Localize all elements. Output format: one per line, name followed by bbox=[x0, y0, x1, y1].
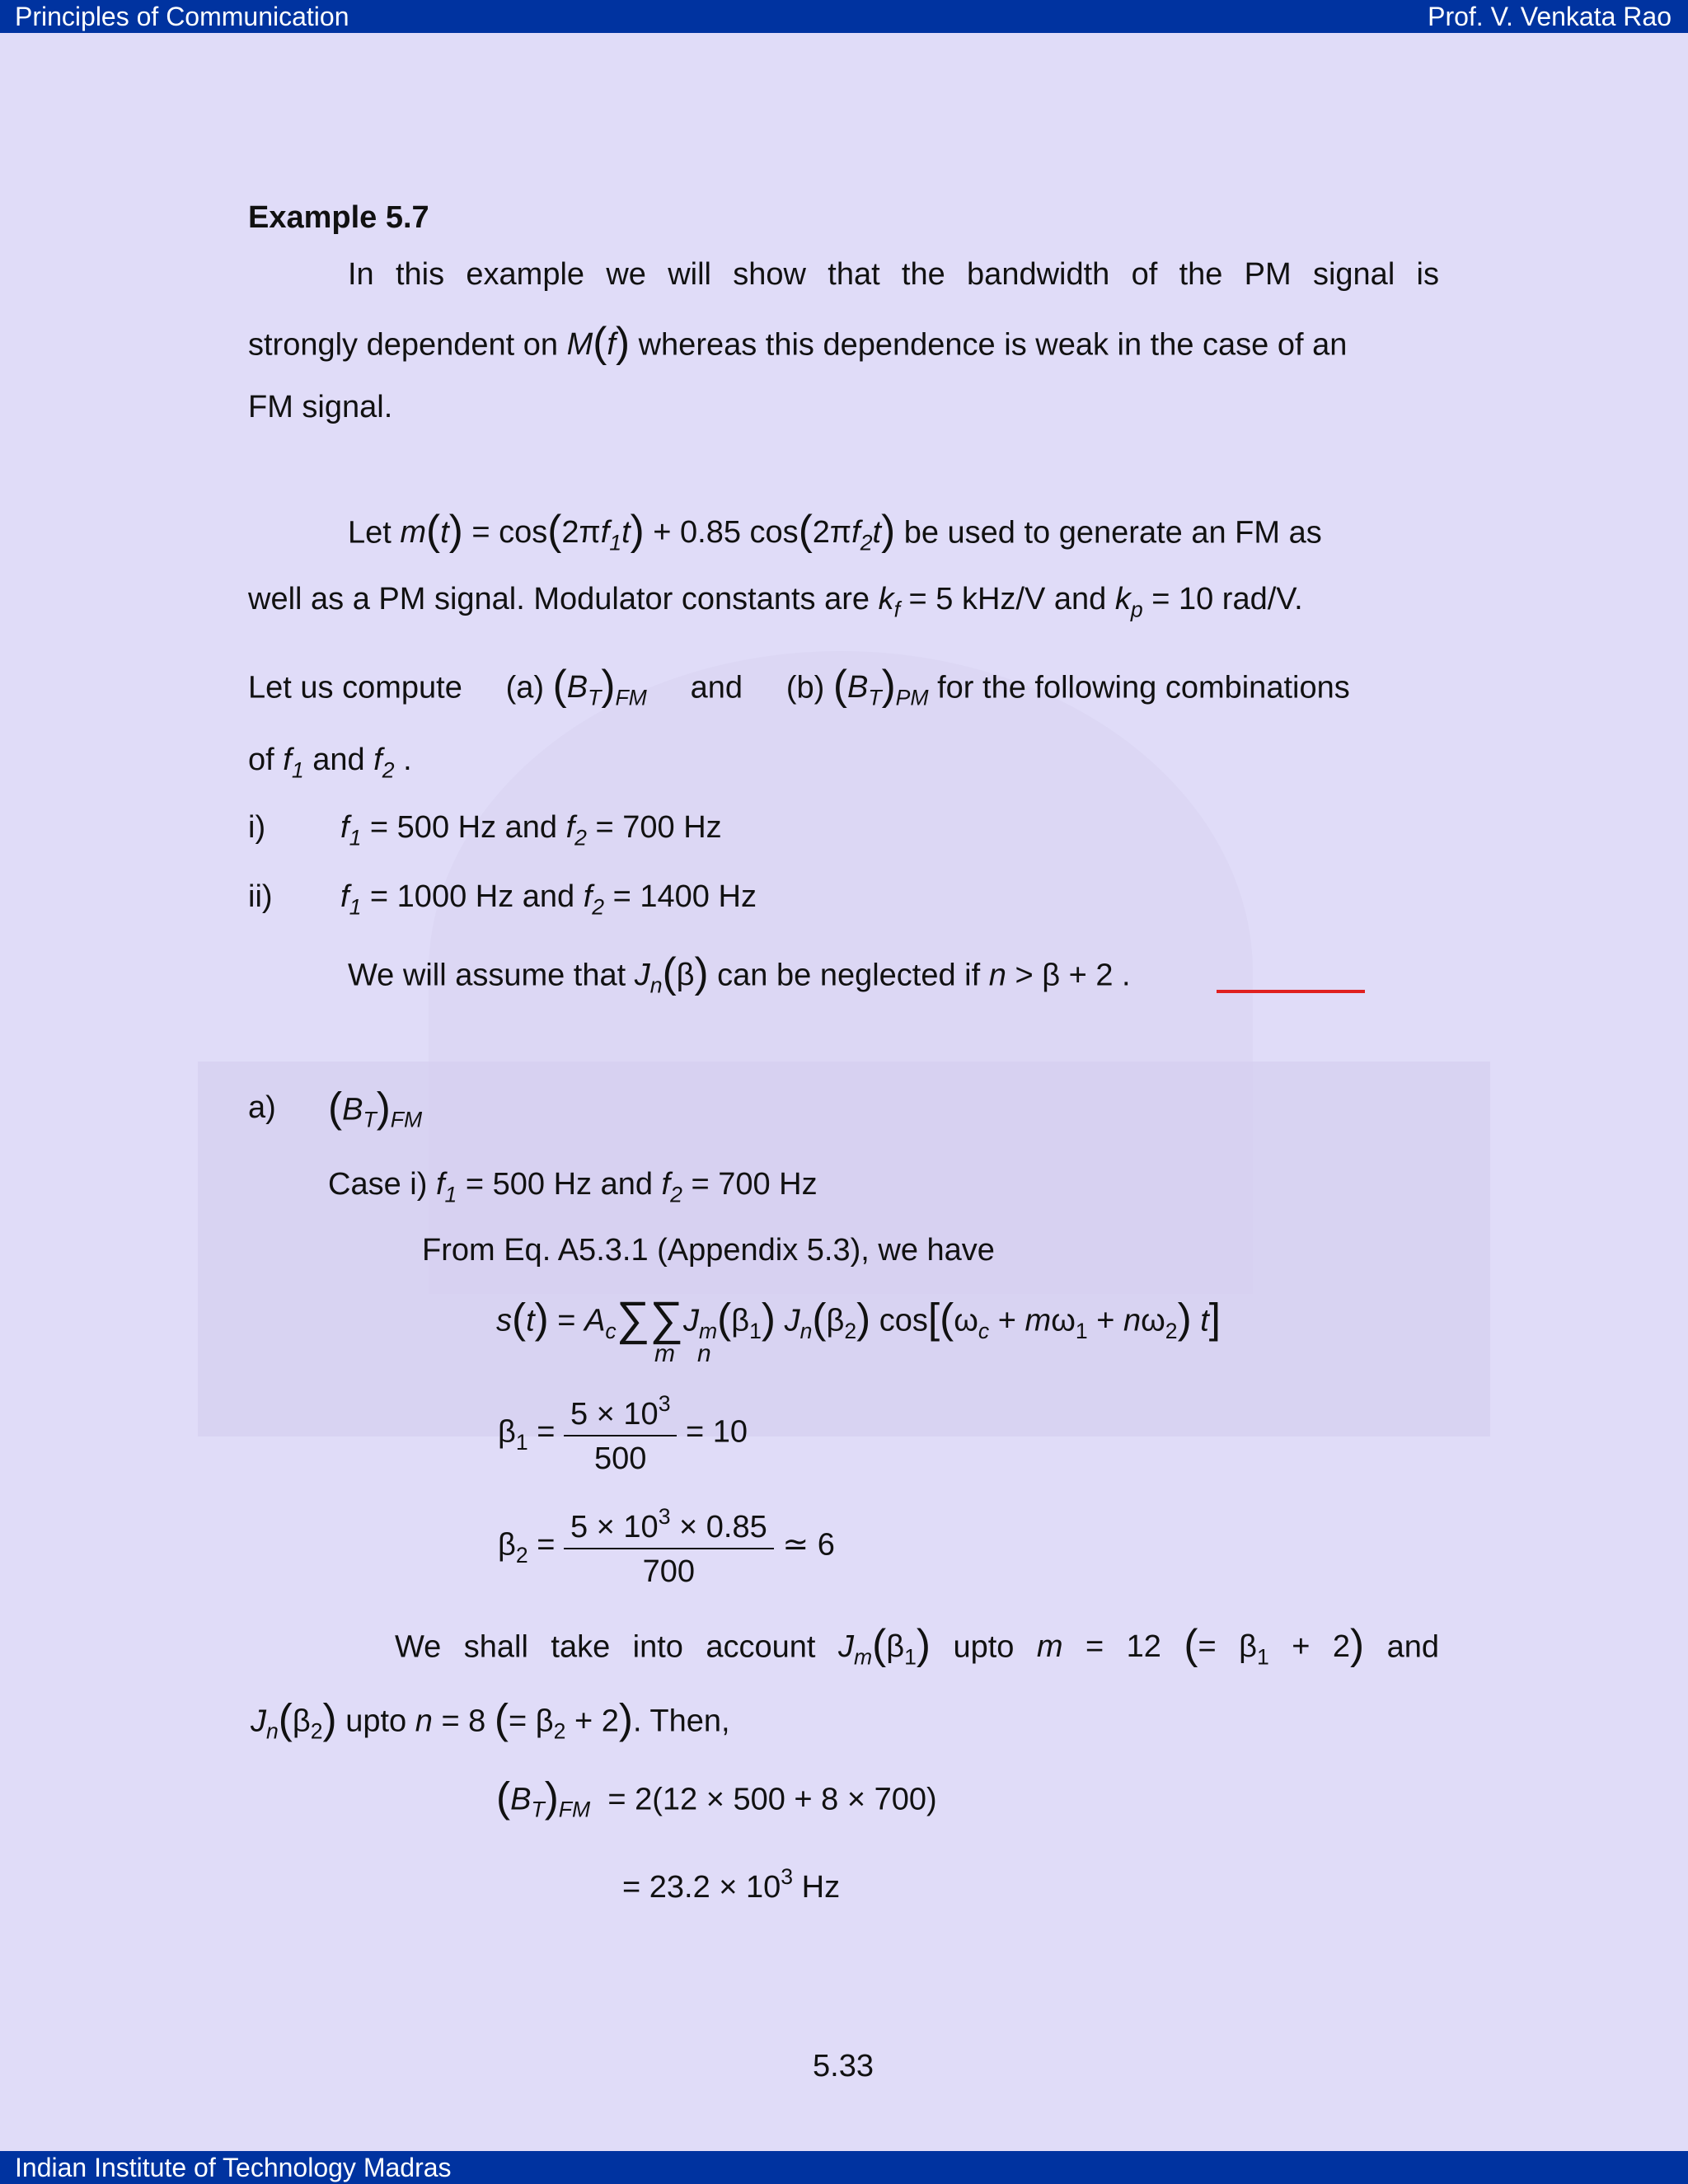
part-a-label: a) bbox=[248, 1090, 276, 1125]
beta2-equation: $\beta_2$ = $\frac{5 \times 10^3 \times 0.85}{700}$ ≃ 6 bbox=[498, 1504, 835, 1589]
bt-fm-result: = $23.2 \times 10^3$ Hz bbox=[622, 1864, 841, 1905]
beta1-equation: $\beta_1$ = $\frac{5 \times 10^3}{500}$ = 10 bbox=[498, 1391, 748, 1476]
case-ii-label: ii) bbox=[248, 879, 273, 914]
assumption: We will assume that $J_n(\beta)$ can be neglected if n > β + 2 . bbox=[348, 949, 1131, 998]
setup-line-4: of $f_1$ and $f_2$ . bbox=[248, 743, 412, 783]
account-line: We shall take into account $J_m(\beta_1)$ upto m = 12 (= $\beta_1 + 2$) and bbox=[395, 1621, 1440, 1670]
header-title: Principles of Communication bbox=[15, 2, 349, 31]
then-line: $J_n(\beta_2)$ upto n = 8 (= $\beta_2 + 2$). Then, bbox=[251, 1695, 730, 1744]
case-i-label: i) bbox=[248, 810, 266, 845]
case-i: $f_1 = 500$ Hz and $f_2 = 700$ Hz bbox=[340, 810, 722, 851]
intro-line-2: strongly dependent on M(f) whereas this dependence is weak in the case of an bbox=[248, 319, 1348, 366]
page-footer bbox=[0, 2151, 1688, 2184]
intro-line-3: FM signal. bbox=[248, 390, 393, 424]
case-ii: $f_1 = 1000$ Hz and $f_2 = 1400$ Hz bbox=[340, 879, 757, 920]
sum-index-n: n bbox=[697, 1340, 711, 1367]
red-underline bbox=[1217, 990, 1365, 993]
example-title: Example 5.7 bbox=[248, 200, 429, 235]
setup-line-1: Let $m(t) = \cos(2\pi f_1t) + 0.85$ $\cos(2\pi f_2t)$ be used to generate an FM as bbox=[348, 507, 1322, 555]
intro-line-1: In this example we will show that the bandwidth of the PM signal is bbox=[348, 257, 1439, 292]
sum-formula: $s(t) = A_c\sum\sum J_m(\beta_1)$ $J_n(\beta_2) \cos[(\omega_c + m\omega_1 + n\omega_2)$ t] bbox=[496, 1292, 1221, 1345]
header-author: Prof. V. Venkata Rao bbox=[1428, 2, 1672, 31]
part-a-heading: $(B_T)_{FM}$ bbox=[328, 1084, 423, 1132]
from-eq: From Eq. A5.3.1 (Appendix 5.3), we have bbox=[422, 1233, 995, 1268]
setup-line-3: Let us compute (a) $(B_T)_{FM}$ and (b) $(B_T)_{PM}$ for the following combinations bbox=[248, 662, 1350, 710]
footer-institution: Indian Institute of Technology Madras bbox=[15, 2153, 452, 2182]
page-header bbox=[0, 0, 1688, 33]
sum-index-m: m bbox=[654, 1340, 675, 1367]
part-a-case: Case i) $f_1 = 500$ Hz and $f_2 = 700$ Hz bbox=[328, 1167, 818, 1207]
setup-line-2: well as a PM signal. Modulator constants are $k_f = 5$ kHz/V and $k_p = 10$ rad/V. bbox=[248, 582, 1303, 622]
bt-fm-expression: $(B_T)_{FM} = 2(12 \times 500 + 8 \times 700)$ bbox=[496, 1774, 937, 1822]
page-number: 5.33 bbox=[813, 2049, 874, 2083]
